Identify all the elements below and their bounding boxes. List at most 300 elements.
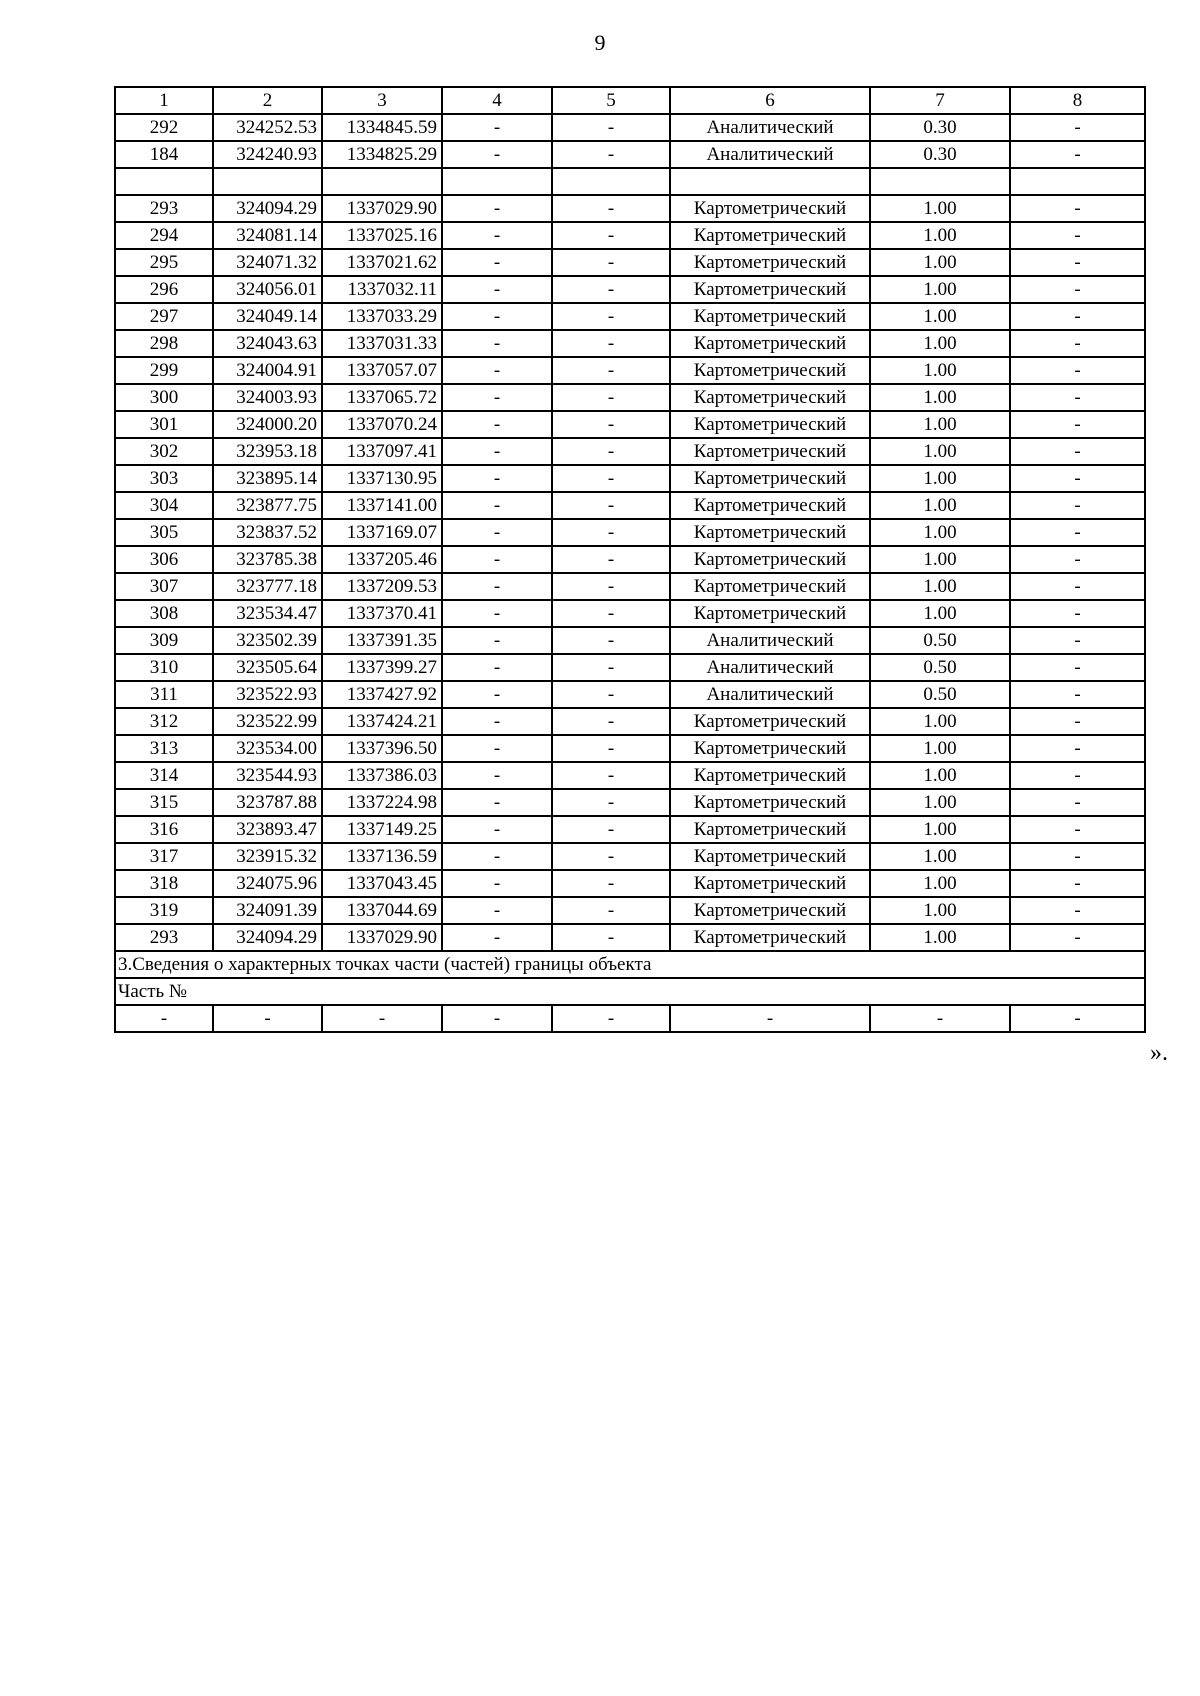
table-cell-col-2: 323895.14 [213,465,322,492]
table-cell-col-8: - [1010,789,1145,816]
table-cell-col-6: Картометрический [670,195,870,222]
table-cell-col-4: - [442,303,552,330]
table-cell-col-5: - [552,681,670,708]
table-cell-col-6: Картометрический [670,546,870,573]
table-cell-col-5: - [552,384,670,411]
table-cell-col-8: - [1010,141,1145,168]
table-cell-col-6: Картометрический [670,438,870,465]
table-cell-col-4: - [442,654,552,681]
table-cell-col-2: 324081.14 [213,222,322,249]
table-cell-col-2: 323777.18 [213,573,322,600]
table-cell-col-7: 0.50 [870,681,1010,708]
table-cell-col-1: 298 [115,330,213,357]
table-cell-col-7: 1.00 [870,330,1010,357]
table-row [115,492,1145,519]
table-cell-col-1: 1 [115,87,213,114]
table-cell-col-8: - [1010,573,1145,600]
table-cell-col-5: - [552,222,670,249]
table-row [115,519,1145,546]
table-cell-col-6: Картометрический [670,789,870,816]
table-cell-col-1: 293 [115,924,213,951]
table-cell-col-4: - [442,546,552,573]
table-cell-col-1: 309 [115,627,213,654]
table-cell-col-7: 1.00 [870,870,1010,897]
table-cell-col-3: 1337065.72 [322,384,442,411]
table-cell-col-7: 0.30 [870,141,1010,168]
table-cell-col-5: - [552,411,670,438]
table-cell-col-5: - [552,465,670,492]
table-cell-col-7: 1.00 [870,222,1010,249]
table-cell-col-1: 305 [115,519,213,546]
table-row [115,681,1145,708]
table-cell-col-1: 302 [115,438,213,465]
table-cell-col-2: 323502.39 [213,627,322,654]
table-cell-col-5: - [552,357,670,384]
table-cell-col-5: - [552,303,670,330]
table-cell-col-2: 324091.39 [213,897,322,924]
table-cell-col-1: 319 [115,897,213,924]
table-cell-col-2: 323893.47 [213,816,322,843]
table-cell-col-5: - [552,708,670,735]
table-cell-col-5: - [552,600,670,627]
table-row [115,600,1145,627]
table-cell-col-7: 1.00 [870,411,1010,438]
table-cell-col-6: Картометрический [670,897,870,924]
table-cell-col-2: 323522.99 [213,708,322,735]
table-cell-col-8: - [1010,681,1145,708]
table-cell-col-4: - [442,600,552,627]
table-row [115,114,1145,141]
table-cell-col-8: 8 [1010,87,1145,114]
table-row [115,330,1145,357]
table-row [115,573,1145,600]
table-cell-col-8: - [1010,870,1145,897]
table-cell-col-8: - [1010,411,1145,438]
table-cell-col-8: - [1010,735,1145,762]
table-cell-col-1: 318 [115,870,213,897]
table-cell-col-8: - [1010,546,1145,573]
table-row [115,654,1145,681]
table-cell-col-5: - [552,1005,670,1032]
table-cell-col-7: 1.00 [870,897,1010,924]
table-cell-col-4: - [442,438,552,465]
table-cell-col-6: Картометрический [670,465,870,492]
table-row [115,465,1145,492]
table-cell-col-3: 1337224.98 [322,789,442,816]
table-row [115,762,1145,789]
table-cell-col-3: 1337370.41 [322,600,442,627]
table-cell-col-1: 316 [115,816,213,843]
table-cell-col-7: 1.00 [870,816,1010,843]
table-cell-col-2: 323544.93 [213,762,322,789]
table-cell-col-6: Картометрический [670,924,870,951]
table-cell-col-4: - [442,924,552,951]
table-cell-col-8: - [1010,303,1145,330]
table-cell-col-4: - [442,816,552,843]
table-cell-col-8: - [1010,465,1145,492]
table-cell-col-4: - [442,222,552,249]
table-cell-col-2: 324071.32 [213,249,322,276]
table-cell-col-3: 1337149.25 [322,816,442,843]
table-cell-col-2: 324094.29 [213,924,322,951]
table-cell-col-6: Картометрический [670,573,870,600]
table-cell-col-4: - [442,681,552,708]
table-cell-col-6: Картометрический [670,276,870,303]
table-cell-col-5: - [552,249,670,276]
table-cell-col-7 [870,168,1010,195]
table-cell-col-3: 1337031.33 [322,330,442,357]
table-cell-col-4: - [442,843,552,870]
table-cell-col-8: - [1010,897,1145,924]
table-cell-col-3: 1337205.46 [322,546,442,573]
table-row [115,438,1145,465]
table-cell-col-2: 324075.96 [213,870,322,897]
table-row [115,870,1145,897]
page-number: 9 [594,30,606,55]
table-cell-col-1: 308 [115,600,213,627]
table-cell-col-3: 1337136.59 [322,843,442,870]
table-cell-col-1: 292 [115,114,213,141]
table-cell-col-2: 323953.18 [213,438,322,465]
table-cell-col-8: - [1010,816,1145,843]
table-cell-col-3: 1337057.07 [322,357,442,384]
table-cell-col-4: - [442,249,552,276]
table-cell-col-1: 311 [115,681,213,708]
table-cell-col-1: 184 [115,141,213,168]
table-row [115,789,1145,816]
table-cell-col-4: - [442,1005,552,1032]
table-cell-col-5: - [552,438,670,465]
table-cell-col-2 [213,168,322,195]
table-cell-col-5: - [552,330,670,357]
table-cell-col-8: - [1010,762,1145,789]
table-cell-col-8: - [1010,330,1145,357]
table-cell-col-1: 314 [115,762,213,789]
table-cell-col-7: - [870,1005,1010,1032]
table-cell-col-4: - [442,735,552,762]
table-cell-col-7: 1.00 [870,357,1010,384]
table-cell-col-5: - [552,492,670,519]
table-cell-col-2: 323505.64 [213,654,322,681]
table-cell-col-1: 295 [115,249,213,276]
table-cell-col-4: - [442,141,552,168]
table-row [115,735,1145,762]
table-cell-col-7: 1.00 [870,924,1010,951]
table-cell-col-6: Аналитический [670,627,870,654]
table-cell-col-5: - [552,114,670,141]
table-row [115,546,1145,573]
table-cell-col-8: - [1010,600,1145,627]
table-cell-col-2: 323534.47 [213,600,322,627]
table-cell-col-3: 1337396.50 [322,735,442,762]
table-cell-col-7: 1.00 [870,573,1010,600]
table-cell-col-4: - [442,897,552,924]
table-cell-col-3: 1337043.45 [322,870,442,897]
table-cell-col-7: 1.00 [870,276,1010,303]
table-cell-col-2: 324056.01 [213,276,322,303]
table-row [115,411,1145,438]
table-cell-col-1: 310 [115,654,213,681]
table-cell-col-3: 1337033.29 [322,303,442,330]
table-cell-col-5: - [552,897,670,924]
table-cell-col-3: 1337209.53 [322,573,442,600]
table-cell-col-7: 1.00 [870,249,1010,276]
table-row [115,627,1145,654]
table-cell-col-4: - [442,492,552,519]
table-cell-col-6: 6 [670,87,870,114]
table-cell-col-1: 304 [115,492,213,519]
table-cell-col-6: Картометрический [670,384,870,411]
section-title-row [115,951,1145,978]
table-row [115,303,1145,330]
closing-quote-mark: ». [1150,1040,1168,1066]
table-row [115,195,1145,222]
table-cell-col-5: - [552,519,670,546]
table-cell-col-5: - [552,546,670,573]
table-cell-col-7: 7 [870,87,1010,114]
table-cell-col-3: 1337021.62 [322,249,442,276]
table-cell-col-8: - [1010,384,1145,411]
table-cell-col-8: - [1010,924,1145,951]
table-row [115,708,1145,735]
table-cell-col-1: 307 [115,573,213,600]
table-cell-col-8: - [1010,627,1145,654]
table-cell-col-2: 324000.20 [213,411,322,438]
table-cell-col-4: - [442,762,552,789]
table-cell-col-4: - [442,276,552,303]
table-cell-col-6: Картометрический [670,816,870,843]
table-cell-col-2: 324004.91 [213,357,322,384]
table-cell-col-3 [322,168,442,195]
table-cell-col-4: - [442,573,552,600]
table-cell-col-3: 1337130.95 [322,465,442,492]
table-cell-col-3: 1337025.16 [322,222,442,249]
table-cell-col-6: - [670,1005,870,1032]
table-cell-col-2: 323915.32 [213,843,322,870]
coordinates-table [114,86,1146,1033]
table-row [115,897,1145,924]
table-cell-col-1: 297 [115,303,213,330]
table-cell-col-4: - [442,870,552,897]
table-cell-col-7: 1.00 [870,546,1010,573]
table-cell-col-6: Аналитический [670,681,870,708]
table-cell-col-7: 1.00 [870,789,1010,816]
table-cell-col-1: 303 [115,465,213,492]
table-cell-col-4: - [442,411,552,438]
table-cell-col-1 [115,168,213,195]
table-cell-col-1: 312 [115,708,213,735]
table-cell-col-1: 317 [115,843,213,870]
table-cell-col-5: - [552,735,670,762]
table-cell-col-7: 1.00 [870,735,1010,762]
table-cell-col-5: - [552,627,670,654]
table-cell-col-3: - [322,1005,442,1032]
part-label-row [115,978,1145,1005]
table-cell-col-3: 1337141.00 [322,492,442,519]
table-cell-col-7: 1.00 [870,438,1010,465]
table-cell-col-2: - [213,1005,322,1032]
table-cell-col-1: 315 [115,789,213,816]
table-cell-col-3: 1337029.90 [322,195,442,222]
table-cell-col-8: - [1010,492,1145,519]
table-cell-col-4: - [442,114,552,141]
table-cell-col-5: - [552,573,670,600]
table-cell-col-1: 301 [115,411,213,438]
table-cell-col-3: 1337032.11 [322,276,442,303]
table-cell-col-6: Картометрический [670,870,870,897]
table-cell-col-5: - [552,141,670,168]
table-cell-col-4: - [442,384,552,411]
table-cell-col-3: 1337399.27 [322,654,442,681]
table-cell-col-1: 306 [115,546,213,573]
table-cell-col-2: 2 [213,87,322,114]
table-row [115,168,1145,195]
table-cell-col-3: 1337029.90 [322,924,442,951]
table-cell-col-2: 324049.14 [213,303,322,330]
table-cell-col-6: Картометрический [670,222,870,249]
table-cell-col-4: - [442,789,552,816]
table-cell-col-7: 1.00 [870,195,1010,222]
table-cell-col-6: Картометрический [670,303,870,330]
table-cell-col-7: 0.30 [870,114,1010,141]
table-cell-col-7: 1.00 [870,843,1010,870]
table-cell-col-7: 1.00 [870,465,1010,492]
table-row [115,924,1145,951]
table-cell-col-1: - [115,1005,213,1032]
table-cell-col-8: - [1010,708,1145,735]
table-row [115,141,1145,168]
table-cell-col-6: Картометрический [670,411,870,438]
table-cell-col-1: 293 [115,195,213,222]
table-cell-col-5: - [552,654,670,681]
table-cell-col-1: 313 [115,735,213,762]
table-cell-col-6: Картометрический [670,492,870,519]
table-cell-col-8: - [1010,654,1145,681]
table-row [115,222,1145,249]
table-cell-col-4: - [442,357,552,384]
table-cell-col-5: - [552,843,670,870]
table-cell-col-7: 1.00 [870,762,1010,789]
table-cell-col-8: - [1010,1005,1145,1032]
table-row [115,276,1145,303]
table-cell-col-5: - [552,276,670,303]
table-cell-col-7: 1.00 [870,519,1010,546]
table-cell-col-3: 3 [322,87,442,114]
table-cell-col-3: 1337044.69 [322,897,442,924]
table-cell-col-1: 294 [115,222,213,249]
table-row [115,843,1145,870]
table-cell-col-5: - [552,762,670,789]
table-cell-col-6: Картометрический [670,735,870,762]
table-cell-col-2: 324240.93 [213,141,322,168]
table-cell-col-6: Картометрический [670,600,870,627]
table-cell-col-8: - [1010,519,1145,546]
table-cell-col-8: - [1010,843,1145,870]
table-cell-col-3: 1337427.92 [322,681,442,708]
table-cell-col-2: 323877.75 [213,492,322,519]
table-cell-col-3: 1337097.41 [322,438,442,465]
table-cell-col-2: 324043.63 [213,330,322,357]
table-cell-col-8: - [1010,438,1145,465]
table-cell-col-4: - [442,627,552,654]
table-cell-col-7: 1.00 [870,384,1010,411]
table-cell-col-8: - [1010,222,1145,249]
table-cell-col-6: Картометрический [670,762,870,789]
table-cell-col-4 [442,168,552,195]
table-cell-col-1: 299 [115,357,213,384]
table-cell-col-8: - [1010,357,1145,384]
table-cell-col-7: 1.00 [870,492,1010,519]
table-row [115,357,1145,384]
table-cell-col-8: - [1010,114,1145,141]
table-cell-col-6: Аналитический [670,114,870,141]
table-cell-col-7: 0.50 [870,627,1010,654]
table-cell-col-3: 1337386.03 [322,762,442,789]
table-cell-col-6: Картометрический [670,249,870,276]
table-cell-col-3: 1337391.35 [322,627,442,654]
table-cell-col-4: - [442,195,552,222]
table-cell-col-2: 324252.53 [213,114,322,141]
table-row [115,384,1145,411]
table-cell-col-1: 296 [115,276,213,303]
table-cell-col-3: 1337169.07 [322,519,442,546]
table-cell-col-6: Аналитический [670,141,870,168]
table-cell-col-1: 300 [115,384,213,411]
table-cell-col-2: 323785.38 [213,546,322,573]
table-cell-col-7: 1.00 [870,600,1010,627]
table-cell-col-3: 1334825.29 [322,141,442,168]
table-cell-col-5: - [552,195,670,222]
table-cell-col-2: 323534.00 [213,735,322,762]
table-cell-col-3: 1337424.21 [322,708,442,735]
table-cell-col-6: Картометрический [670,330,870,357]
table-cell-col-8: - [1010,195,1145,222]
table-cell-col-5: - [552,789,670,816]
table-cell-col-3: 1334845.59 [322,114,442,141]
table-cell-col-8: - [1010,276,1145,303]
table-cell-col-2: 324094.29 [213,195,322,222]
table-cell-col-7: 0.50 [870,654,1010,681]
table-cell-col-7: 1.00 [870,708,1010,735]
table-cell-col-4: - [442,519,552,546]
table-cell-col-5: - [552,870,670,897]
table-cell-col-2: 323837.52 [213,519,322,546]
part-data-row [115,1005,1145,1032]
table-row [115,816,1145,843]
table-cell-col-7: 1.00 [870,303,1010,330]
table-header-row [115,87,1145,114]
table-cell-col-3: 1337070.24 [322,411,442,438]
table-row [115,249,1145,276]
part-label: Часть № [115,978,1145,1005]
table-cell-col-2: 324003.93 [213,384,322,411]
table-cell-col-5: - [552,816,670,843]
table-cell-col-4: - [442,708,552,735]
table-cell-col-6 [670,168,870,195]
table-cell-col-6: Картометрический [670,519,870,546]
table-cell-col-5: - [552,924,670,951]
table-cell-col-4: - [442,465,552,492]
table-cell-col-4: 4 [442,87,552,114]
table-cell-col-6: Картометрический [670,843,870,870]
table-cell-col-2: 323522.93 [213,681,322,708]
table-cell-col-8 [1010,168,1145,195]
table-cell-col-6: Картометрический [670,357,870,384]
table-cell-col-4: - [442,330,552,357]
table-cell-col-8: - [1010,249,1145,276]
section-title: 3.Сведения о характерных точках части (частей) границы объекта [115,951,1145,978]
table-cell-col-5: 5 [552,87,670,114]
